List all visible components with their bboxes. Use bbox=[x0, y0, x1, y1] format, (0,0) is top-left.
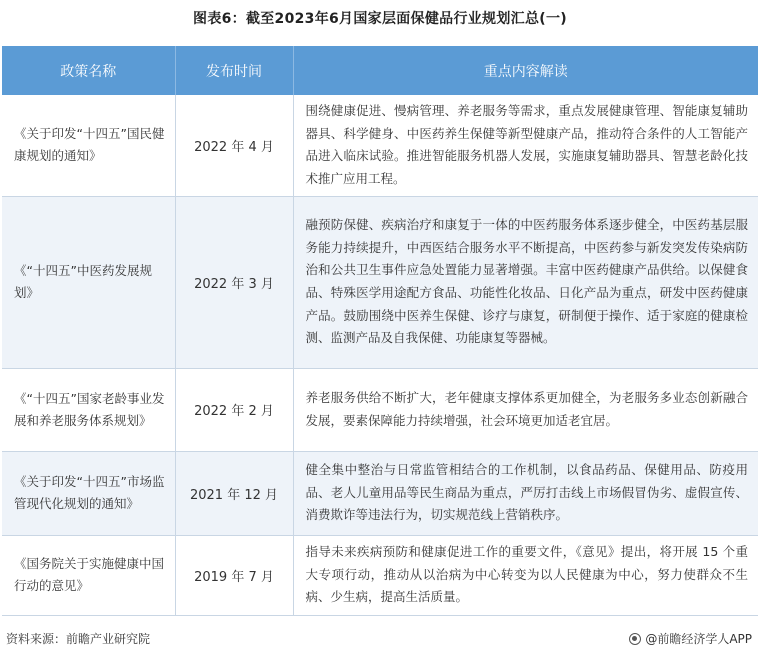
brand-credit bbox=[629, 630, 752, 647]
content-cell: 指导未来疾病预防和健康促进工作的重要文件，《意见》提出，将开展 15 个重大专项行动，推动从以治病为中心转变为以人民健康为中心，努力使群众不生病、少生病，提高生活质量。 bbox=[293, 535, 758, 615]
header-publish-date: 发布时间 bbox=[175, 46, 293, 95]
publish-date-cell: 2022 年 2 月 bbox=[175, 368, 293, 451]
brand-label: @前瞻经济学人APP bbox=[645, 632, 752, 646]
content-cell: 围绕健康促进、慢病管理、养老服务等需求，重点发展健康管理、智能康复辅助器具、科学健身、中医药养生保健等新型健康产品，推动符合条件的人工智能产品进入临床试验。推进智能服务机器人发展，实施康复辅助器具、智慧老龄化技术推广应用工程。 bbox=[293, 95, 758, 196]
table-row bbox=[2, 196, 758, 368]
table-row bbox=[2, 451, 758, 535]
publish-date-cell: 2019 年 7 月 bbox=[175, 535, 293, 615]
publish-date-cell: 2022 年 4 月 bbox=[175, 95, 293, 196]
header-policy-name: 政策名称 bbox=[2, 46, 175, 95]
policy-name-cell: 《关于印发“十四五”市场监管现代化规划的通知》 bbox=[2, 451, 175, 535]
policy-name-cell: 《国务院关于实施健康中国行动的意见》 bbox=[2, 535, 175, 615]
publish-date-cell: 2021 年 12 月 bbox=[175, 451, 293, 535]
policy-name-cell: 《“十四五”国家老龄事业发展和养老服务体系规划》 bbox=[2, 368, 175, 451]
source-note: 资料来源：前瞻产业研究院 bbox=[6, 632, 151, 646]
policy-name-cell: 《关于印发“十四五”国民健康规划的通知》 bbox=[2, 95, 175, 196]
table-header-row bbox=[2, 46, 758, 95]
content-cell: 养老服务供给不断扩大，老年健康支撑体系更加健全，为老服务多业态创新融合发展，要素保障能力持续增强，社会环境更加适老宜居。 bbox=[293, 368, 758, 451]
table-row bbox=[2, 535, 758, 615]
table-row bbox=[2, 368, 758, 451]
circle-logo-icon bbox=[629, 633, 641, 645]
content-cell: 健全集中整治与日常监管相结合的工作机制，以食品药品、保健用品、防疫用品、老人儿童用品等民生商品为重点，严厉打击线上市场假冒伪劣、虚假宣传、消费欺诈等违法行为，切实规范线上营销秩序。 bbox=[293, 451, 758, 535]
table-row bbox=[2, 95, 758, 196]
header-key-content: 重点内容解读 bbox=[293, 46, 758, 95]
page-title: 图表6：截至2023年6月国家层面保健品行业规划汇总(一) bbox=[193, 11, 567, 27]
content-cell: 融预防保健、疾病治疗和康复于一体的中医药服务体系逐步健全，中医药基层服务能力持续提升，中西医结合服务水平不断提高，中医药参与新发突发传染病防治和公共卫生事件应急处置能力显著增强。丰富中医药健康产品供给。以保健食品、特殊医学用途配方食品、功能性化妆品、日化产品为重点，研发中医药健康产品。鼓励围绕中医养生保健、诊疗与康复，研制便于操作、适于家庭的健康检测、监测产品及自我保健、功能康复等器械。 bbox=[293, 196, 758, 368]
policy-name-cell: 《“十四五”中医药发展规划》 bbox=[2, 196, 175, 368]
policy-table bbox=[2, 46, 758, 616]
publish-date-cell: 2022 年 3 月 bbox=[175, 196, 293, 368]
